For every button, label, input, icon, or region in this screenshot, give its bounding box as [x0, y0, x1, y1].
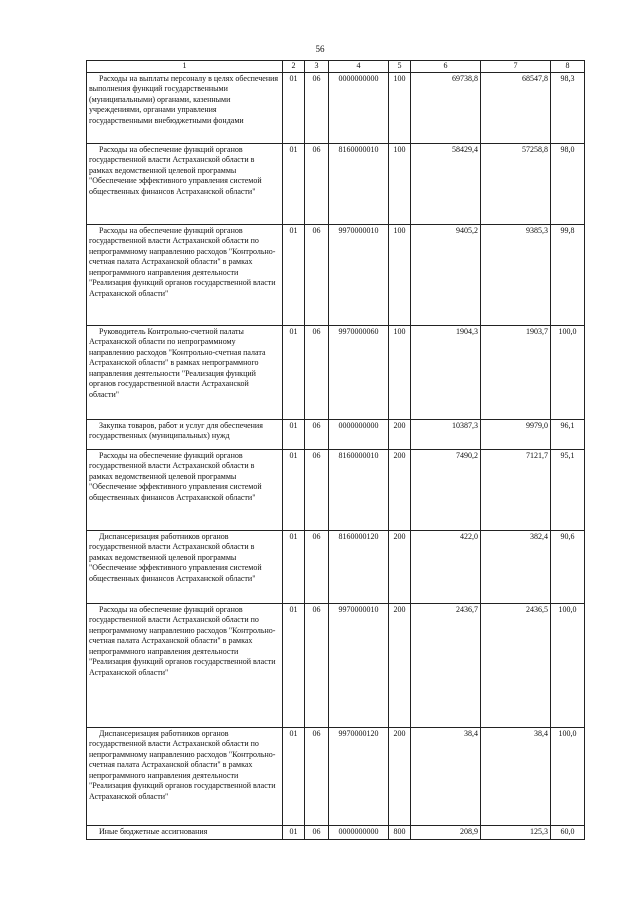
col-header-2: 2: [283, 61, 305, 73]
header-row: [87, 61, 585, 73]
cell-expense-type: 800: [389, 825, 411, 839]
cell-subsection: 06: [305, 603, 329, 727]
cell-planned: 69738,8: [411, 72, 481, 143]
row-name: Расходы на обеспечение функций органов государственной власти Астраханской области в рамках ведомственной целевой программы "Обеспечение эффективного управления системой общественных финансов Астраханской области": [87, 143, 283, 224]
cell-target-code: 9970000120: [329, 727, 389, 825]
cell-planned: 7490,2: [411, 449, 481, 530]
cell-target-code: 9970000010: [329, 224, 389, 325]
row-name: Расходы на обеспечение функций органов государственной власти Астраханской области в рамках ведомственной целевой программы "Обеспечение эффективного управления системой общественных финансов Астраханской области": [87, 449, 283, 530]
cell-target-code: 0000000000: [329, 72, 389, 143]
col-header-7: 7: [481, 61, 551, 73]
cell-planned: 1904,3: [411, 325, 481, 419]
cell-percent: 100,0: [551, 603, 585, 727]
col-header-5: 5: [389, 61, 411, 73]
cell-subsection: 06: [305, 419, 329, 449]
cell-subsection: 06: [305, 825, 329, 839]
cell-subsection: 06: [305, 224, 329, 325]
cell-target-code: 8160000010: [329, 449, 389, 530]
col-header-3: 3: [305, 61, 329, 73]
cell-expense-type: 100: [389, 325, 411, 419]
cell-planned: 38,4: [411, 727, 481, 825]
cell-actual: 68547,8: [481, 72, 551, 143]
page-number: 56: [315, 44, 325, 54]
cell-subsection: 06: [305, 530, 329, 603]
cell-expense-type: 200: [389, 603, 411, 727]
cell-percent: 60,0: [551, 825, 585, 839]
col-header-4: 4: [329, 61, 389, 73]
cell-actual: 57258,8: [481, 143, 551, 224]
cell-target-code: 9970000060: [329, 325, 389, 419]
cell-percent: 100,0: [551, 727, 585, 825]
cell-target-code: 9970000010: [329, 603, 389, 727]
cell-target-code: 0000000000: [329, 419, 389, 449]
cell-percent: 98,0: [551, 143, 585, 224]
cell-expense-type: 200: [389, 419, 411, 449]
cell-target-code: 8160000120: [329, 530, 389, 603]
cell-section: 01: [283, 325, 305, 419]
cell-section: 01: [283, 143, 305, 224]
cell-expense-type: 200: [389, 449, 411, 530]
table-row: [87, 825, 585, 839]
table-row: [87, 143, 585, 224]
cell-actual: 125,3: [481, 825, 551, 839]
cell-section: 01: [283, 603, 305, 727]
cell-percent: 95,1: [551, 449, 585, 530]
row-name: Диспансеризация работников органов государственной власти Астраханской области по непрограммному направлению расходов "Контрольно-счетная палата Астраханской области" в рамках непрограммного направления деятельности "Реализация функций органов государственной власти Астраханской области": [87, 727, 283, 825]
cell-section: 01: [283, 419, 305, 449]
cell-actual: 38,4: [481, 727, 551, 825]
cell-planned: 10387,3: [411, 419, 481, 449]
table-row: [87, 325, 585, 419]
table-row: [87, 530, 585, 603]
cell-actual: 2436,5: [481, 603, 551, 727]
cell-subsection: 06: [305, 325, 329, 419]
cell-subsection: 06: [305, 143, 329, 224]
cell-percent: 99,8: [551, 224, 585, 325]
col-header-1: 1: [87, 61, 283, 73]
cell-percent: 96,1: [551, 419, 585, 449]
table-row: [87, 72, 585, 143]
row-name: Диспансеризация работников органов государственной власти Астраханской области в рамках ведомственной целевой программы "Обеспечение эффективного управления системой общественных финансов Астраханской области": [87, 530, 283, 603]
cell-planned: 2436,7: [411, 603, 481, 727]
cell-expense-type: 100: [389, 143, 411, 224]
cell-planned: 422,0: [411, 530, 481, 603]
cell-expense-type: 100: [389, 224, 411, 325]
cell-percent: 100,0: [551, 325, 585, 419]
row-name: Иные бюджетные ассигнования: [87, 825, 283, 839]
cell-actual: 9979,0: [481, 419, 551, 449]
cell-target-code: 8160000010: [329, 143, 389, 224]
cell-section: 01: [283, 727, 305, 825]
cell-actual: 7121,7: [481, 449, 551, 530]
cell-expense-type: 200: [389, 727, 411, 825]
cell-planned: 208,9: [411, 825, 481, 839]
row-name: Руководитель Контрольно-счетной палаты Астраханской области по непрограммному направлению расходов "Контрольно-счетная палата Астраханской области" в рамках непрограммного направления деятельности "Реализация функций органов государственной власти Астраханской области": [87, 325, 283, 419]
table-row: [87, 449, 585, 530]
cell-actual: 1903,7: [481, 325, 551, 419]
row-name: Расходы на обеспечение функций органов государственной власти Астраханской области по непрограммному направлению расходов "Контрольно-счетная палата Астраханской области" в рамках непрограммного направления деятельности "Реализация функций органов государственной власти Астраханской области": [87, 224, 283, 325]
row-name: Расходы на обеспечение функций органов государственной власти Астраханской области по непрограммному направлению расходов "Контрольно-счетная палата Астраханской области" в рамках непрограммного направления деятельности "Реализация функций органов государственной власти Астраханской области": [87, 603, 283, 727]
row-name: Расходы на выплаты персоналу в целях обеспечения выполнения функций государственными (муниципальными) органами, казенными учреждениями, органами управления государственными внебюджетными фондами: [87, 72, 283, 143]
budget-table: [86, 60, 585, 840]
cell-section: 01: [283, 224, 305, 325]
table-row: [87, 224, 585, 325]
cell-section: 01: [283, 825, 305, 839]
cell-section: 01: [283, 72, 305, 143]
table-row: [87, 727, 585, 825]
cell-actual: 9385,3: [481, 224, 551, 325]
table-row: [87, 603, 585, 727]
cell-section: 01: [283, 449, 305, 530]
row-name: Закупка товаров, работ и услуг для обеспечения государственных (муниципальных) нужд: [87, 419, 283, 449]
cell-target-code: 0000000000: [329, 825, 389, 839]
cell-expense-type: 200: [389, 530, 411, 603]
cell-percent: 98,3: [551, 72, 585, 143]
cell-subsection: 06: [305, 72, 329, 143]
table-row: [87, 419, 585, 449]
col-header-8: 8: [551, 61, 585, 73]
cell-subsection: 06: [305, 727, 329, 825]
cell-planned: 9405,2: [411, 224, 481, 325]
col-header-6: 6: [411, 61, 481, 73]
cell-expense-type: 100: [389, 72, 411, 143]
cell-section: 01: [283, 530, 305, 603]
cell-actual: 382,4: [481, 530, 551, 603]
cell-planned: 58429,4: [411, 143, 481, 224]
cell-percent: 90,6: [551, 530, 585, 603]
cell-subsection: 06: [305, 449, 329, 530]
